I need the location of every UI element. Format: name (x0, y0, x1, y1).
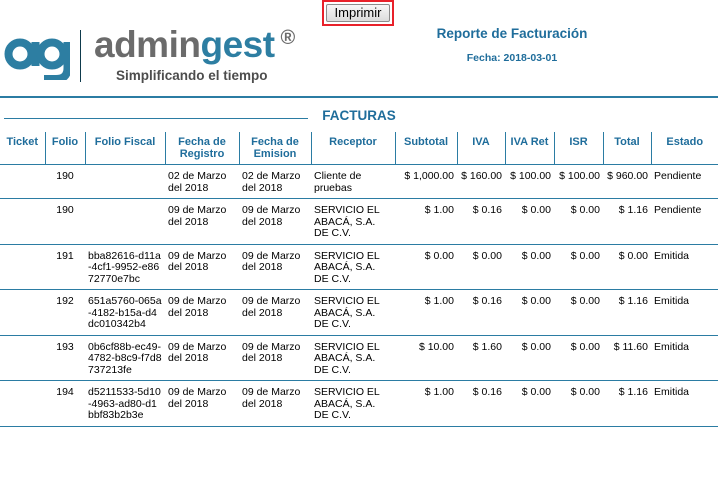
column-header-iva: IVA (457, 132, 505, 165)
cell-total: $ 1.16 (603, 381, 651, 427)
adamingest-logo (4, 26, 314, 92)
invoices-table (0, 132, 718, 427)
cell-folio: 194 (45, 381, 85, 427)
brand-name-gest: gest (200, 24, 275, 65)
cell-iva-ret: $ 0.00 (505, 199, 554, 245)
cell-total: $ 960.00 (603, 165, 651, 199)
cell-folio-fiscal: 0b6cf88b-ec49-4782-b8c9-f7d8737213fe (85, 335, 165, 381)
table-row (0, 165, 718, 199)
cell-isr: $ 0.00 (554, 244, 603, 290)
cell-fecha-emision: 09 de Marzo del 2018 (239, 199, 311, 245)
cell-receptor: SERVICIO EL ABACÁ, S.A. DE C.V. (311, 290, 395, 336)
column-header-subtotal: Subtotal (395, 132, 457, 165)
column-header-folio-fiscal: Folio Fiscal (85, 132, 165, 165)
column-header-fecha-emision: Fecha de Emision (239, 132, 311, 165)
column-header-receptor: Receptor (311, 132, 395, 165)
cell-estado: Emitida (651, 381, 718, 427)
cell-total: $ 0.00 (603, 244, 651, 290)
cell-isr: $ 100.00 (554, 165, 603, 199)
cell-estado: Pendiente (651, 165, 718, 199)
cell-receptor: SERVICIO EL ABACÁ, S.A. DE C.V. (311, 199, 395, 245)
section-title: FACTURAS (322, 108, 396, 123)
brand-tagline: Simplificando el tiempo (116, 68, 268, 83)
cell-estado: Emitida (651, 290, 718, 336)
cell-iva: $ 160.00 (457, 165, 505, 199)
cell-fecha-registro: 09 de Marzo del 2018 (165, 199, 239, 245)
cell-iva-ret: $ 0.00 (505, 335, 554, 381)
cell-iva-ret: $ 0.00 (505, 290, 554, 336)
cell-ticket (0, 381, 45, 427)
report-title: Reporte de Facturación (436, 26, 588, 41)
cell-total: $ 11.60 (603, 335, 651, 381)
column-header-total: Total (603, 132, 651, 165)
cell-folio: 193 (45, 335, 85, 381)
table-row (0, 335, 718, 381)
column-header-estado: Estado (651, 132, 718, 165)
cell-fecha-registro: 09 de Marzo del 2018 (165, 290, 239, 336)
cell-folio-fiscal (85, 199, 165, 245)
cell-iva: $ 0.16 (457, 381, 505, 427)
cell-fecha-registro: 09 de Marzo del 2018 (165, 335, 239, 381)
cell-ticket (0, 290, 45, 336)
cell-folio: 192 (45, 290, 85, 336)
cell-isr: $ 0.00 (554, 290, 603, 336)
cell-ticket (0, 244, 45, 290)
logo-divider (80, 30, 81, 82)
cell-ticket (0, 199, 45, 245)
table-header-row (0, 132, 718, 165)
header-divider (0, 96, 718, 98)
table-row (0, 199, 718, 245)
cell-fecha-registro: 09 de Marzo del 2018 (165, 244, 239, 290)
cell-iva: $ 0.00 (457, 244, 505, 290)
cell-iva: $ 0.16 (457, 199, 505, 245)
cell-ticket (0, 165, 45, 199)
cell-iva-ret: $ 0.00 (505, 381, 554, 427)
column-header-folio: Folio (45, 132, 85, 165)
cell-estado: Emitida (651, 335, 718, 381)
cell-folio-fiscal (85, 165, 165, 199)
print-button-highlight (322, 0, 394, 26)
cell-folio: 190 (45, 199, 85, 245)
cell-isr: $ 0.00 (554, 199, 603, 245)
cell-fecha-emision: 09 de Marzo del 2018 (239, 335, 311, 381)
column-header-iva-ret: IVA Ret (505, 132, 554, 165)
table-row (0, 290, 718, 336)
cell-total: $ 1.16 (603, 199, 651, 245)
cell-receptor: SERVICIO EL ABACÁ, S.A. DE C.V. (311, 381, 395, 427)
cell-ticket (0, 335, 45, 381)
cell-fecha-emision: 09 de Marzo del 2018 (239, 244, 311, 290)
report-date: Fecha: 2018-03-01 (466, 52, 558, 64)
cell-fecha-registro: 02 de Marzo del 2018 (165, 165, 239, 199)
cell-fecha-emision: 09 de Marzo del 2018 (239, 381, 311, 427)
cell-iva: $ 0.16 (457, 290, 505, 336)
cell-iva-ret: $ 100.00 (505, 165, 554, 199)
cell-iva: $ 1.60 (457, 335, 505, 381)
cell-subtotal: $ 0.00 (395, 244, 457, 290)
cell-isr: $ 0.00 (554, 335, 603, 381)
cell-receptor: SERVICIO EL ABACÁ, S.A. DE C.V. (311, 335, 395, 381)
cell-subtotal: $ 1.00 (395, 290, 457, 336)
table-row (0, 244, 718, 290)
brand-name-admin: admin (94, 24, 201, 65)
column-header-isr: ISR (554, 132, 603, 165)
cell-subtotal: $ 1,000.00 (395, 165, 457, 199)
cell-estado: Pendiente (651, 199, 718, 245)
cell-total: $ 1.16 (603, 290, 651, 336)
cell-receptor: Cliente de pruebas (311, 165, 395, 199)
column-header-ticket: Ticket (0, 132, 45, 165)
cell-folio-fiscal: bba82616-d11a-4cf1-9952-e8672770e7bc (85, 244, 165, 290)
cell-folio-fiscal: 651a5760-065a-4182-b15a-d4dc010342b4 (85, 290, 165, 336)
cell-fecha-registro: 09 de Marzo del 2018 (165, 381, 239, 427)
cell-isr: $ 0.00 (554, 381, 603, 427)
cell-subtotal: $ 1.00 (395, 381, 457, 427)
cell-subtotal: $ 10.00 (395, 335, 457, 381)
cell-estado: Emitida (651, 244, 718, 290)
table-row (0, 381, 718, 427)
cell-receptor: SERVICIO EL ABACÁ, S.A. DE C.V. (311, 244, 395, 290)
brand-name (94, 24, 295, 66)
cell-folio: 190 (45, 165, 85, 199)
ag-logo-icon (4, 32, 70, 80)
cell-subtotal: $ 1.00 (395, 199, 457, 245)
registered-mark: ® (280, 27, 295, 49)
print-button[interactable]: Imprimir (326, 4, 390, 22)
cell-fecha-emision: 02 de Marzo del 2018 (239, 165, 311, 199)
cell-iva-ret: $ 0.00 (505, 244, 554, 290)
cell-folio: 191 (45, 244, 85, 290)
column-header-fecha-registro: Fecha de Registro (165, 132, 239, 165)
cell-folio-fiscal: d5211533-5d10-4963-ad80-d1bbf83b2b3e (85, 381, 165, 427)
cell-fecha-emision: 09 de Marzo del 2018 (239, 290, 311, 336)
